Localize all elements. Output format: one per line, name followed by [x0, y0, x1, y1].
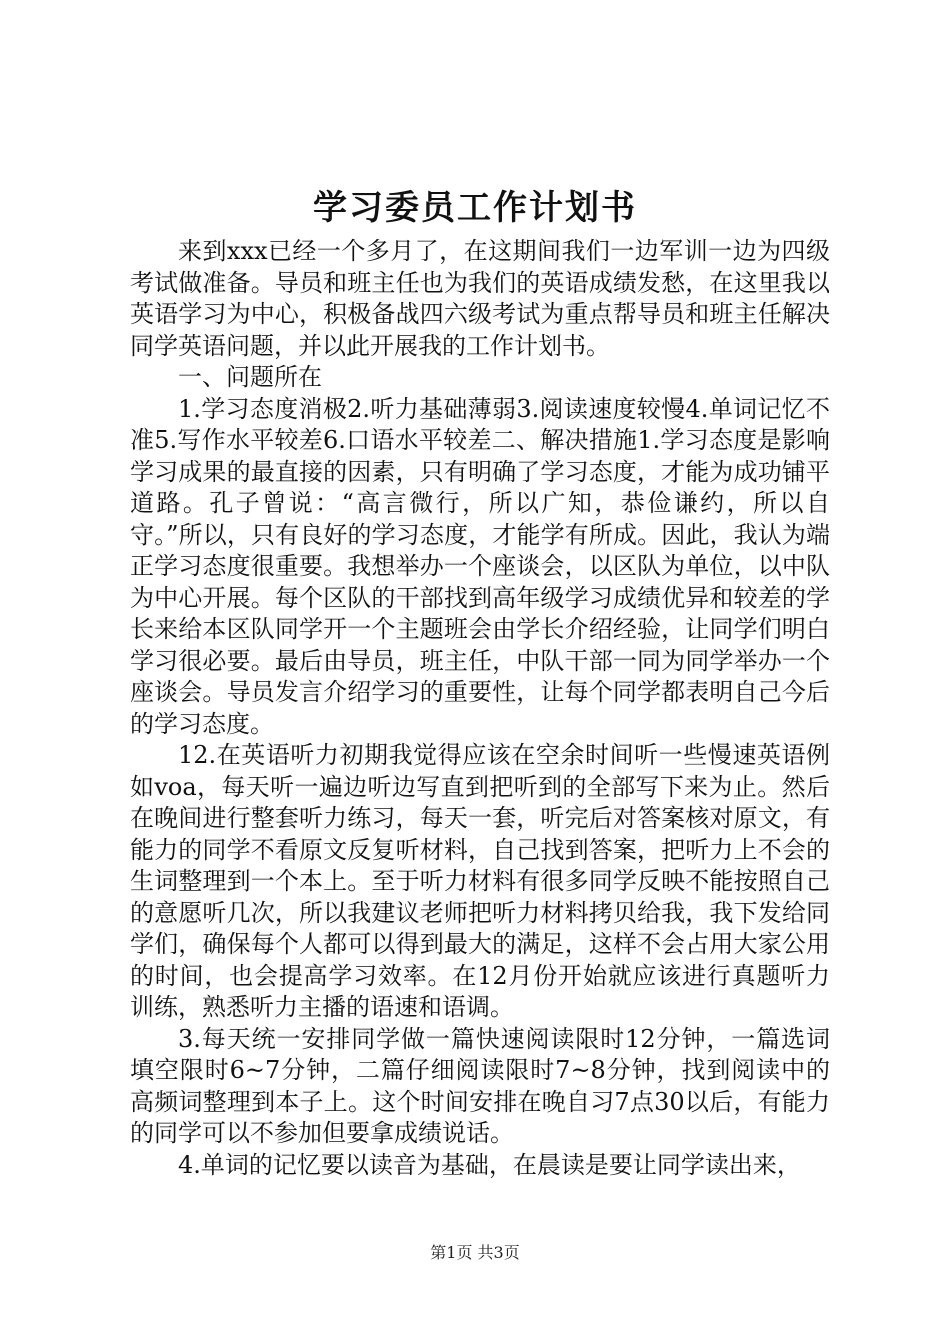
paragraph-listening: 12.在英语听力初期我觉得应该在空余时间听一些慢速英语例如voa，每天听一遍边听边写直到把听到的全部写下来为止。然后在晚间进行整套听力练习，每天一套，听完后对答案核对原文，有能力的同学不看原文反复听材料，自己找到答案，把听力上不会的生词整理到一个本上。至于听力材料有很多同学反映不能按照自己的意愿听几次，所以我建议老师把听力材料拷贝给我，我下发给同学们，确保每个人都可以得到最大的满足，这样不会占用大家公用的时间，也会提高学习效率。在12月份开始就应该进行真题听力训练，熟悉听力主播的语速和语调。: [130, 741, 830, 1021]
paragraph-vocabulary: 4.单词的记忆要以读音为基础，在晨读是要让同学读出来，: [178, 1150, 801, 1179]
section-heading-problems: 一、问题所在: [178, 363, 322, 391]
paragraph-intro: 来到xxx已经一个多月了，在这期间我们一边军训一边为四级考试做准备。导员和班主任也为我们的英语成绩发愁，在这里我以英语学习为中心，积极备战四六级考试为重点帮导员和班主任解决同学英语问题，并以此开展我的工作计划书。: [130, 237, 830, 360]
paragraph-problems-and-measures: 1.学习态度消极2.听力基础薄弱3.阅读速度较慢4.单词记忆不准5.写作水平较差6.口语水平较差二、解决措施1.学习态度是影响学习成果的最直接的因素，只有明确了学习态度，才能为成功铺平道路。孔子曾说：“高言微行，所以广知，恭俭谦约，所以自守。”所以，只有良好的学习态度，才能学有所成。因此，我认为端正学习态度很重要。我想举办一个座谈会，以区队为单位，以中队为中心开展。每个区队的干部找到高年级学习成绩优异和较差的学长来给本区队同学开一个主题班会由学长介绍经验，让同学们明白学习很必要。最后由导员，班主任，中队干部一同为同学举办一个座谈会。导员发言介绍学习的重要性，让每个同学都表明自己今后的学习态度。: [130, 394, 830, 738]
paragraph-reading: 3.每天统一安排同学做一篇快速阅读限时12分钟，一篇选词填空限时6~7分钟，二篇仔细阅读限时7~8分钟，找到阅读中的高频词整理到本子上。这个时间安排在晚自习7点30以后，有能力的同学可以不参加但要拿成绩说话。: [130, 1024, 830, 1147]
page-number-footer: 第1页 共3页: [430, 1243, 520, 1262]
document-body: [130, 236, 830, 1181]
document-title: 学习委员工作计划书: [313, 188, 637, 228]
